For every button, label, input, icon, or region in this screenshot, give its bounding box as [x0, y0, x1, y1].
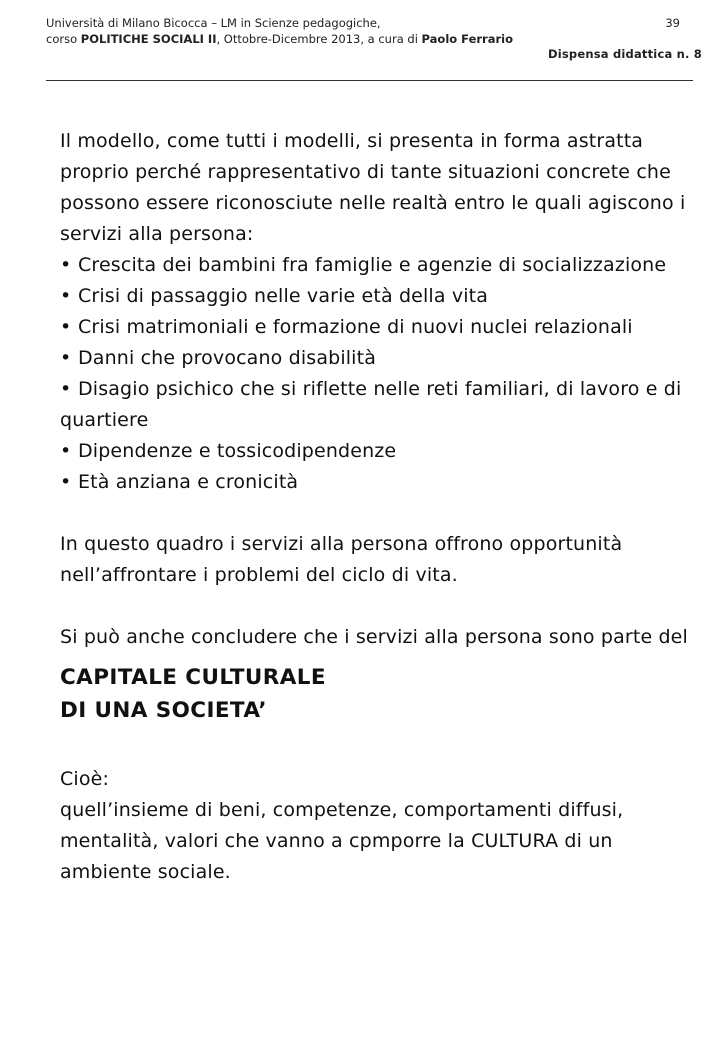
header-divider — [46, 80, 693, 81]
paragraph-spacer — [60, 498, 690, 529]
page-number: 39 — [665, 16, 680, 30]
conclusion-intro-paragraph: Si può anche concludere che i servizi alla persona sono parte del — [60, 626, 688, 648]
capital-heading — [60, 661, 690, 727]
page-header — [46, 15, 692, 47]
list-item — [60, 374, 690, 436]
list-item-text: Crisi matrimoniali e formazione di nuovi nuclei relazionali — [78, 316, 633, 338]
dispensa-label: Dispensa didattica n. 8 — [547, 47, 702, 61]
bullet-icon: • — [60, 378, 72, 400]
document-body — [60, 126, 690, 888]
header-course-line — [46, 31, 692, 47]
conclusion-paragraph: quell’insieme di beni, competenze, comportamenti diffusi, mentalità, valori che vanno a cpmporre la CULTURA di un ambiente sociale. — [60, 799, 624, 883]
list-item — [60, 281, 690, 312]
header-university-line: Università di Milano Bicocca – LM in Scienze pedagogiche, — [46, 16, 381, 30]
intro-paragraph: Il modello, come tutti i modelli, si presenta in forma astratta proprio perché rappresentativo di tante situazioni concrete che possono essere riconosciute nelle realtà entro le quali agiscono i servizi alla persona: — [60, 130, 686, 245]
cioe-label: Cioè: — [60, 768, 110, 790]
list-item-text: Disagio psichico che si riflette nelle reti familiari, di lavoro e di quartiere — [60, 378, 682, 431]
situations-list — [60, 250, 690, 498]
context-paragraph: In questo quadro i servizi alla persona offrono opportunità nell’affrontare i problemi del ciclo di vita. — [60, 533, 623, 586]
header-author: Paolo Ferrario — [421, 32, 513, 46]
bullet-icon: • — [60, 347, 72, 369]
header-course-middle: , Ottobre-Dicembre 2013, a cura di — [216, 32, 422, 46]
header-course-prefix: corso — [46, 32, 81, 46]
list-item — [60, 467, 690, 498]
list-item — [60, 312, 690, 343]
capital-heading-line-1: CAPITALE CULTURALE — [60, 665, 326, 690]
bullet-icon: • — [60, 254, 72, 276]
list-item-text: Crisi di passaggio nelle varie età della vita — [78, 285, 489, 307]
paragraph-spacer — [60, 727, 690, 764]
list-item — [60, 343, 690, 374]
list-item — [60, 436, 690, 467]
list-item — [60, 250, 690, 281]
list-item-text: Danni che provocano disabilità — [78, 347, 377, 369]
bullet-icon: • — [60, 440, 72, 462]
bullet-icon: • — [60, 471, 72, 493]
header-course-name: POLITICHE SOCIALI II — [80, 32, 217, 46]
list-item-text: Crescita dei bambini fra famiglie e agenzie di socializzazione — [78, 254, 667, 276]
list-item-text: Età anziana e cronicità — [78, 471, 299, 493]
capital-heading-line-2: DI UNA SOCIETA’ — [60, 698, 267, 723]
bullet-icon: • — [60, 316, 72, 338]
bullet-icon: • — [60, 285, 72, 307]
paragraph-spacer — [60, 591, 690, 622]
list-item-text: Dipendenze e tossicodipendenze — [78, 440, 397, 462]
